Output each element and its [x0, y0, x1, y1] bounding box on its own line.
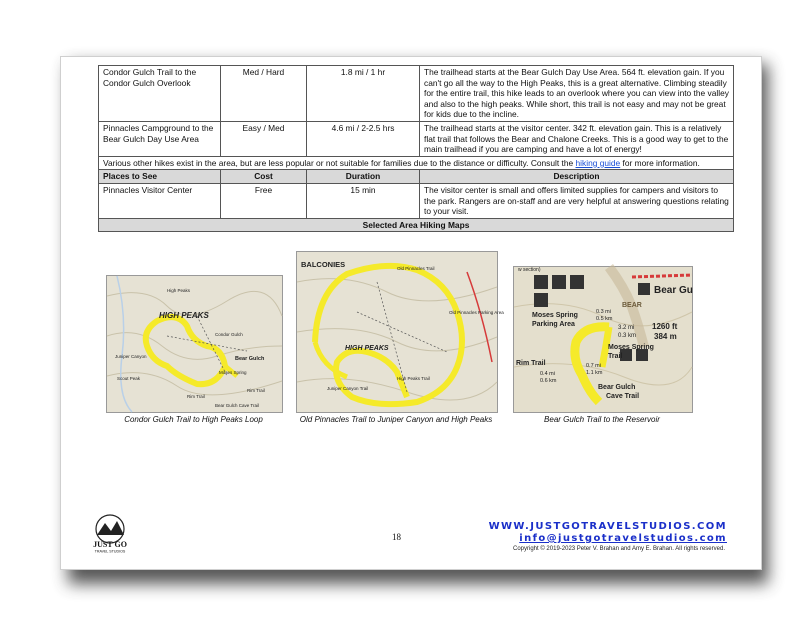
page-number: 18: [392, 532, 401, 542]
map-caption: Bear Gulch Trail to the Reservoir: [544, 415, 660, 424]
table-row: [99, 66, 734, 122]
hikes-table: [98, 65, 734, 232]
map-old-pinnacles[interactable]: [296, 251, 504, 413]
map-label: Cave Trail: [606, 393, 640, 400]
map-label: Juniper Canyon Trail: [327, 386, 369, 391]
map-label: 0.3 mi: [596, 309, 611, 315]
map-label: Bear Gulch Cave Trail: [215, 403, 260, 408]
map-label: Old Pinnacles Parking Area: [449, 310, 504, 315]
map-label: High Peaks: [167, 288, 191, 293]
map-label: w section): [518, 267, 541, 273]
maps-header: Selected Area Hiking Maps: [99, 218, 734, 232]
hike-description: The trailhead starts at the visitor center. 342 ft. elevation gain. This is a relatively flat trail that follows the Bear and Chalone Creeks. This is a good way to get to the main trailhead if you are camping and have a lot of energy!: [420, 121, 734, 156]
just-go-logo: [85, 513, 135, 553]
other-hikes-note: [99, 156, 734, 170]
map-label: HIGH PEAKS: [159, 311, 209, 320]
hike-difficulty: Easy / Med: [221, 121, 307, 156]
map-label: 0.5 km: [596, 316, 613, 322]
map-condor-gulch[interactable]: [106, 275, 283, 413]
hike-length: 1.8 mi / 1 hr: [307, 66, 420, 122]
hike-length: 4.6 mi / 2-2.5 hrs: [307, 121, 420, 156]
hike-name: Condor Gulch Trail to the Condor Gulch Overlook: [99, 66, 221, 122]
map-caption: Condor Gulch Trail to High Peaks Loop: [124, 415, 263, 424]
logo-subtext: TRAVEL STUDIOS: [94, 549, 126, 554]
map-label: 1.1 km: [586, 370, 603, 376]
map-label: Bear Gulch: [598, 384, 636, 391]
table-row: [99, 156, 734, 170]
map-label: 384 m: [654, 332, 677, 341]
map-label: 1260 ft: [652, 322, 678, 331]
map-label: 0.3 km: [618, 333, 637, 339]
col-header-description: Description: [420, 170, 734, 184]
map-label: Bear Gulch: [235, 356, 265, 362]
places-header-row: [99, 170, 734, 184]
logo-text: JUST GO: [93, 540, 127, 549]
map-label: Scout Peak: [117, 376, 141, 381]
map-label: BEAR: [622, 302, 642, 309]
map-label: Trail: [608, 353, 623, 360]
map-label: Moses Spring: [608, 344, 654, 351]
map-caption: Old Pinnacles Trail to Juniper Canyon and High Peaks: [299, 415, 493, 424]
map-label: Moses Spring: [219, 370, 247, 375]
map-label: Rim Trail: [247, 388, 265, 393]
map-label: Condor Gulch: [215, 332, 243, 337]
map-label: 0.6 km: [540, 378, 557, 384]
table-row: [99, 121, 734, 156]
email-link[interactable]: info@justgotravelstudios.com: [519, 533, 727, 544]
map-label: High Peaks Trail: [397, 376, 430, 381]
map-label: Rim Trail: [516, 360, 546, 367]
hike-name: Pinnacles Campground to the Bear Gulch Day Use Area: [99, 121, 221, 156]
col-header-place: Places to See: [99, 170, 221, 184]
map-label: HIGH PEAKS: [345, 345, 389, 352]
hike-difficulty: Med / Hard: [221, 66, 307, 122]
map-label: Old Pinnacles Trail: [397, 266, 435, 271]
map-label: BALCONIES: [301, 260, 346, 269]
maps-header-row: [99, 218, 734, 232]
map-label: 0.7 mi: [586, 363, 601, 369]
map-label: Bear Gu: [654, 285, 693, 296]
place-cost: Free: [221, 183, 307, 218]
map-bear-gulch[interactable]: [513, 266, 693, 413]
place-description: The visitor center is small and offers limited supplies for campers and visitors to the park. Rangers are on-staff and are very helpful at answering questions relating to your visit.: [420, 183, 734, 218]
map-label: Juniper Canyon: [115, 354, 147, 359]
note-text: Various other hikes exist in the area, but are less popular or not suitable for families due to the distance or difficulty. Consult the: [103, 157, 576, 168]
col-header-cost: Cost: [221, 170, 307, 184]
website-link[interactable]: WWW.JUSTGOTRAVELSTUDIOS.COM: [488, 521, 727, 532]
hiking-guide-link[interactable]: hiking guide: [575, 157, 621, 168]
map-label: Moses Spring: [532, 312, 578, 319]
place-name: Pinnacles Visitor Center: [99, 183, 221, 218]
map-label: 0.4 mi: [540, 371, 555, 377]
note-text-end: for more information.: [620, 157, 700, 168]
col-header-duration: Duration: [307, 170, 420, 184]
map-label: 3.2 mi: [618, 325, 635, 331]
map-label: Parking Area: [532, 321, 575, 328]
table-row: [99, 183, 734, 218]
document-page: [60, 56, 762, 570]
copyright: Copyright © 2019-2023 Peter V. Brahan and Amy E. Brahan. All rights reserved.: [513, 546, 725, 552]
map-label: Rim Trail: [187, 394, 205, 399]
place-duration: 15 min: [307, 183, 420, 218]
hike-description: The trailhead starts at the Bear Gulch Day Use Area. 564 ft. elevation gain. If you can't go all the way to the High Peaks, this is a great alternative. Climbing steadily for the entire trail, this hike leads to an overlook where you can view into the valley and also to the high peaks. While short, this trail is not easy and may not be great for kids due to the incline.: [420, 66, 734, 122]
